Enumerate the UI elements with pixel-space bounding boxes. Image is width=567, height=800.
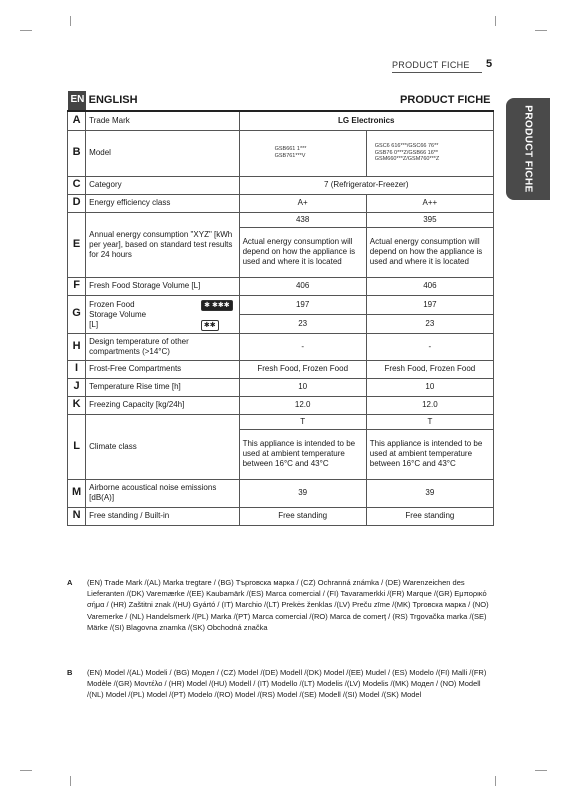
row-letter: K [68, 396, 86, 414]
row-letter: A [68, 111, 86, 130]
product-fiche-table [67, 91, 494, 526]
row-value: A++ [366, 194, 493, 212]
row-letter: F [68, 277, 86, 295]
crop-mark [535, 30, 547, 31]
crop-mark [20, 770, 32, 771]
row-label: Free standing / Built-in [86, 507, 239, 525]
header-rule [392, 72, 482, 73]
row-value: Free standing [366, 507, 493, 525]
row-note: Actual energy consumption will depend on how the appliance is used and where it is located [239, 227, 366, 277]
table-row [68, 212, 494, 227]
row-value: T [366, 414, 493, 429]
row-label: Airborne acoustical noise emissions [dB(A)] [86, 479, 239, 507]
row-value: 12.0 [239, 396, 366, 414]
legend-letter: B [67, 668, 73, 677]
row-value: Fresh Food, Frozen Food [239, 360, 366, 378]
two-star-freezer-icon: ✱✱ [201, 320, 219, 331]
row-value: 10 [239, 378, 366, 396]
row-value: Fresh Food, Frozen Food [366, 360, 493, 378]
row-value: 197 [366, 295, 493, 314]
side-tab [506, 98, 550, 200]
table-row [68, 130, 494, 176]
row-note: Actual energy consumption will depend on how the appliance is used and where it is located [366, 227, 493, 277]
row-value: 406 [239, 277, 366, 295]
row-label-frozen [86, 295, 239, 333]
row-value: 39 [366, 479, 493, 507]
page-number: 5 [486, 58, 493, 70]
row-label: Energy efficiency class [86, 194, 239, 212]
row-letter: M [68, 479, 86, 507]
crop-mark [495, 776, 496, 786]
table-row [68, 277, 494, 295]
table-row [68, 176, 494, 194]
row-label: Annual energy consumption "XYZ" [kWh per year], based on standard test results for 24 hours [86, 212, 239, 277]
four-star-freezer-icon: ✱ ✱✱✱ [201, 300, 232, 311]
crop-mark [20, 30, 32, 31]
row-letter: J [68, 378, 86, 396]
row-label: Design temperature of other compartments (>14°C) [86, 333, 239, 360]
side-tab-label: PRODUCT FICHE [522, 105, 534, 193]
row-letter: E [68, 212, 86, 277]
model-list-2: GSC6 616***/GSC66 76** GSB76 0***Z/GSB66 16** GSM660***Z/GSM760***Z [366, 130, 493, 176]
row-value: 39 [239, 479, 366, 507]
row-letter: N [68, 507, 86, 525]
table-row [68, 414, 494, 429]
crop-mark [495, 16, 496, 26]
fiche-title: PRODUCT FICHE [239, 91, 493, 111]
row-label: Climate class [86, 414, 239, 479]
row-value: Free standing [239, 507, 366, 525]
table-row [68, 507, 494, 525]
row-letter: G [68, 295, 86, 333]
crop-mark [70, 776, 71, 786]
row-label: Freezing Capacity [kg/24h] [86, 396, 239, 414]
table-title-row [68, 91, 494, 111]
row-letter: I [68, 360, 86, 378]
row-value: LG Electronics [239, 111, 493, 130]
row-label: Model [86, 130, 239, 176]
table-row [68, 333, 494, 360]
row-letter: H [68, 333, 86, 360]
row-letter: L [68, 414, 86, 479]
running-header: PRODUCT FICHE [392, 60, 470, 70]
row-label: Frozen Food Storage Volume [L] [89, 299, 147, 329]
table-row [68, 378, 494, 396]
table-row [68, 295, 494, 314]
legend-model [67, 667, 497, 701]
row-label: Category [86, 176, 239, 194]
table-row [68, 360, 494, 378]
row-value: 7 (Refrigerator-Freezer) [239, 176, 493, 194]
row-value: 23 [366, 314, 493, 333]
table-row [68, 111, 494, 130]
row-value: - [239, 333, 366, 360]
row-value: 197 [239, 295, 366, 314]
row-value: 10 [366, 378, 493, 396]
table-row [68, 479, 494, 507]
legend-text: (EN) Trade Mark /(AL) Marka tregtare / (BG) Търговска марка / (CZ) Ochranná známka / (DE) Warenzeichen des Lieferanten /(DK) Varemærke /(EE) Kaubamärk /(ES) Marca comercial / (FI) Tavaramerkki /(FR) Marque /(GR) Εμπορικό σήμα / (HR) Zaštitni znak /(HU) Gyártó / (IT) Marchio /(LT) Prekės ženklas /(LV) Preču zīme /(MK) Трговска марка / (NO) Varemerke / (NL) Handelsmerk /(PL) Marka /(PT) Marca comercial /(RO) Marca de comerţ / (RS) Trgovačka marka /(SE) Märke /(SI) Blagovna znamka /(SK) Obchodná značka [87, 578, 489, 632]
language-code: EN [68, 91, 86, 111]
row-letter: C [68, 176, 86, 194]
table-row [68, 194, 494, 212]
model-list-1: GSB661 1*** GSB761***V [239, 130, 366, 176]
legend-letter: A [67, 578, 73, 587]
row-value: 395 [366, 212, 493, 227]
row-note: This appliance is intended to be used at ambient temperature between 16°C and 43°C [366, 429, 493, 479]
row-label: Temperature Rise time [h] [86, 378, 239, 396]
row-value: A+ [239, 194, 366, 212]
row-letter: D [68, 194, 86, 212]
legend-text: (EN) Model /(AL) Modeli / (BG) Модел / (CZ) Model /(DE) Modell /(DK) Model /(EE) Mudel / (ES) Modelo /(FI) Malli /(FR) Modèle /(GR) Μοντέλο / (HR) Model /(HU) Modell / (IT) Modello /(LT) Modelis /(LV) Modelis /(MK) Модел / (NO) Modell /(NL) Model /(PL) Model /(PT) Modelo /(RO) Model /(RS) Model /(SE) Modell /(SI) Model /(SK) Model [87, 668, 487, 700]
row-label: Fresh Food Storage Volume [L] [86, 277, 239, 295]
crop-mark [535, 770, 547, 771]
table-row [68, 396, 494, 414]
language-name: ENGLISH [86, 91, 239, 111]
legend-trade-mark [67, 577, 497, 633]
row-letter: B [68, 130, 86, 176]
row-value: 438 [239, 212, 366, 227]
row-label: Trade Mark [86, 111, 239, 130]
row-label: Frost-Free Compartments [86, 360, 239, 378]
row-note: This appliance is intended to be used at ambient temperature between 16°C and 43°C [239, 429, 366, 479]
row-value: T [239, 414, 366, 429]
row-value: 23 [239, 314, 366, 333]
row-value: 12.0 [366, 396, 493, 414]
crop-mark [70, 16, 71, 26]
row-value: - [366, 333, 493, 360]
row-value: 406 [366, 277, 493, 295]
